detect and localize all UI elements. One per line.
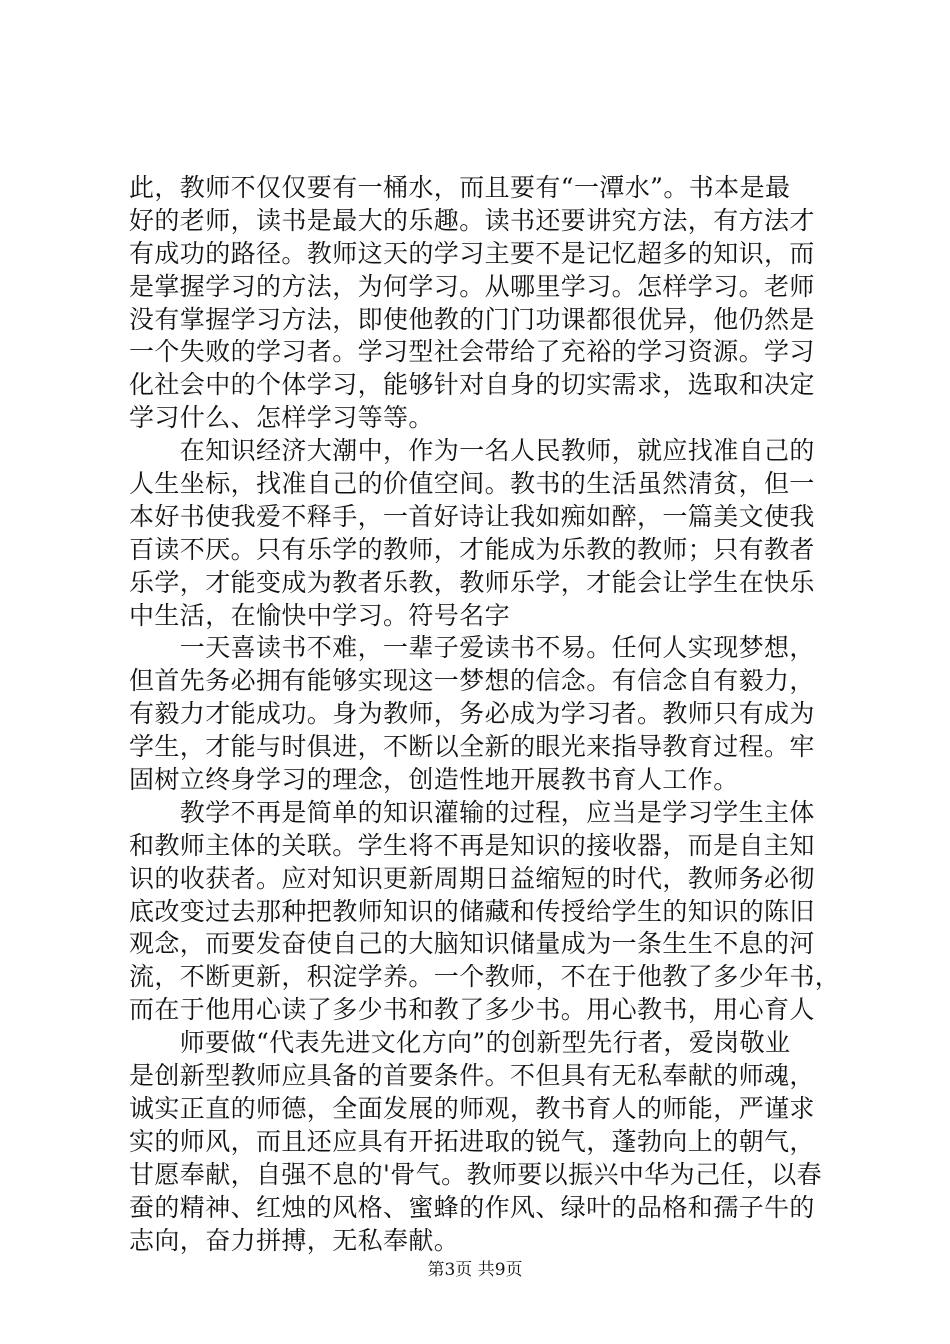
text-line: 好的老师，读书是最大的乐趣。读书还要讲究方法，有方法才 [129, 205, 815, 235]
text-line: 百读不厌。只有乐学的教师，才能成为乐教的教师；只有教者 [129, 534, 815, 564]
text-line: 教学不再是简单的知识灌输的过程，应当是学习学生主体 [129, 797, 815, 827]
text-line: 识的收获者。应对知识更新周期日益缩短的时代，教师务必彻 [129, 863, 815, 893]
text-line: 一天喜读书不难，一辈子爱读书不易。任何人实现梦想， [129, 633, 815, 663]
text-line: 本好书使我爱不释手，一首好诗让我如痴如醉，一篇美文使我 [129, 501, 815, 531]
text-line: 学习什么、怎样学习等等。 [129, 403, 434, 433]
text-line: 是掌握学习的方法，为何学习。从哪里学习。怎样学习。老师 [129, 271, 815, 301]
text-line: 但首先务必拥有能够实现这一梦想的信念。有信念自有毅力， [129, 666, 815, 696]
text-line: 没有掌握学习方法，即使他教的门门功课都很优异，他仍然是 [129, 304, 815, 334]
text-line: 学生，才能与时俱进，不断以全新的眼光来指导教育过程。牢 [129, 732, 815, 762]
text-line: 人生坐标，找准自己的价值空间。教书的生活虽然清贫，但一 [129, 469, 815, 499]
text-line: 流，不断更新，积淀学养。一个教师，不在于他教了多少年书， [129, 962, 841, 992]
text-line: 在知识经济大潮中，作为一名人民教师，就应找准自己的 [129, 436, 815, 466]
text-line: 此，教师不仅仅要有一桶水，而且要有“一潭水”。书本是最 [129, 173, 791, 202]
text-line: 甘愿奉献，自强不息的'骨气。教师要以振兴中华为己任，以春 [129, 1159, 823, 1189]
text-line: 一个失败的学习者。学习型社会带给了充裕的学习资源。学习 [129, 337, 815, 367]
text-line: 而在于他用心读了多少书和教了多少书。用心教书，用心育人 [129, 995, 815, 1025]
text-line: 蚕的精神、红烛的风格、蜜蜂的作风、绿叶的品格和孺子牛的 [129, 1192, 815, 1222]
document-body [129, 172, 841, 1257]
page-number-footer: 第3页 共9页 [427, 1260, 523, 1280]
text-line: 底改变过去那种把教师知识的储藏和传授给学生的知识的陈旧 [129, 896, 815, 926]
text-line: 固树立终身学习的理念，创造性地开展教书育人工作。 [129, 765, 739, 795]
text-line: 诚实正直的师德，全面发展的师观，教书育人的师能，严谨求 [129, 1093, 815, 1123]
text-line: 有成功的路径。教师这天的学习主要不是记忆超多的知识，而 [129, 238, 815, 268]
text-line: 实的师风，而且还应具有开拓进取的锐气，蓬勃向上的朝气， [129, 1126, 815, 1156]
text-line: 有毅力才能成功。身为教师，务必成为学习者。教师只有成为 [129, 699, 815, 729]
text-line: 观念，而要发奋使自己的大脑知识储量成为一条生生不息的河 [129, 929, 815, 959]
text-line: 中生活，在愉快中学习。符号名字 [129, 600, 511, 630]
text-line: 师要做“代表先进文化方向”的创新型先行者，爱岗敬业 [129, 1028, 791, 1058]
text-line: 和教师主体的关联。学生将不再是知识的接收器，而是自主知 [129, 830, 815, 860]
text-line: 志向，奋力拼搏，无私奉献。 [129, 1225, 460, 1255]
text-line: 是创新型教师应具备的首要条件。不但具有无私奉献的师魂， [129, 1061, 815, 1091]
text-line: 化社会中的个体学习，能够针对自身的切实需求，选取和决定 [129, 370, 815, 400]
text-line: 乐学，才能变成为教者乐教，教师乐学，才能会让学生在快乐 [129, 567, 815, 597]
